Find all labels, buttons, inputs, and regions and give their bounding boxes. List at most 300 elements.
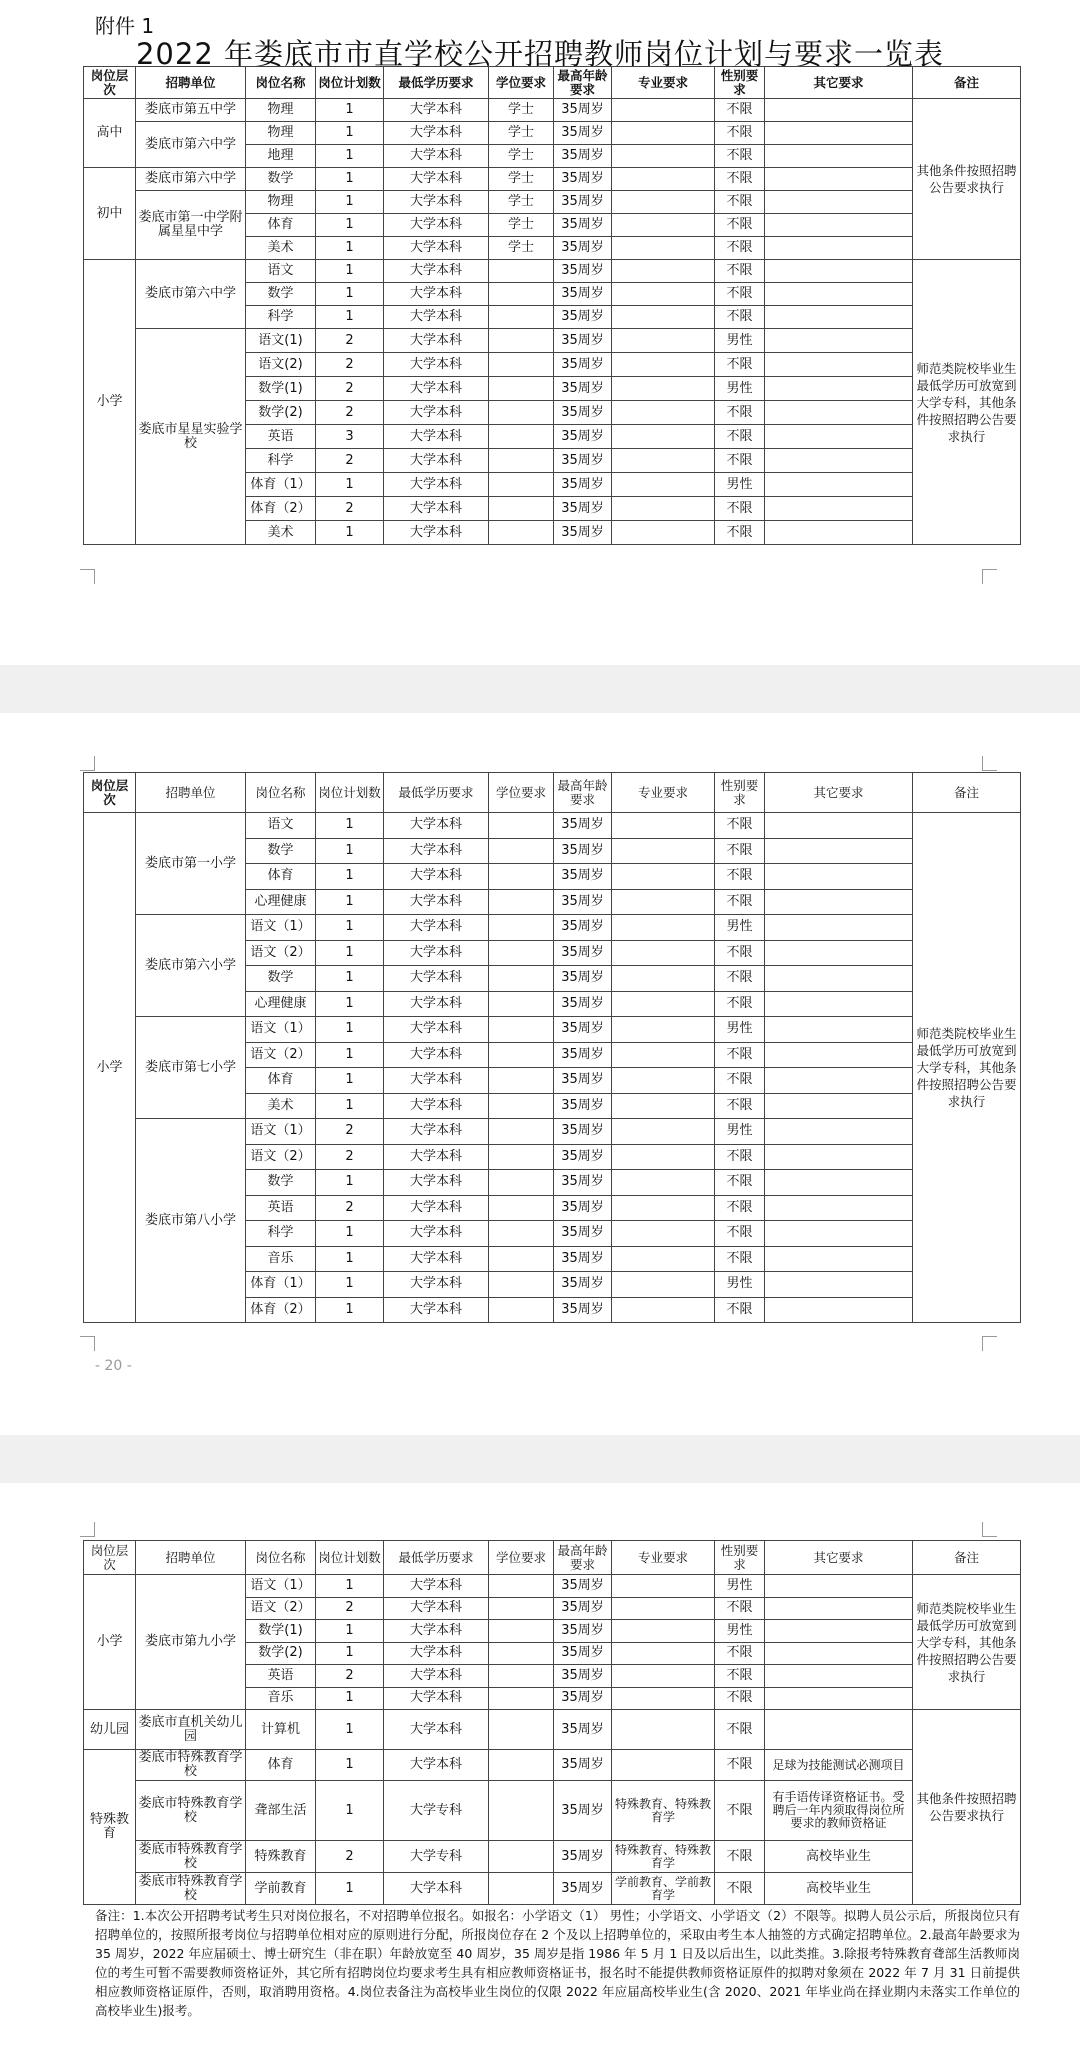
header-post: 岗位名称 <box>246 1541 316 1575</box>
count-cell: 1 <box>316 191 384 214</box>
major-cell <box>612 838 715 864</box>
level-cell: 初中 <box>84 168 136 260</box>
post-cell: 地理 <box>246 145 316 168</box>
degree-cell <box>489 377 554 401</box>
gender-cell: 不限 <box>715 401 765 425</box>
degree-cell <box>489 864 554 890</box>
unit-cell: 娄底市第九小学 <box>136 1575 246 1710</box>
post-cell: 数学 <box>246 1170 316 1196</box>
count-cell: 1 <box>316 1246 384 1272</box>
header-level: 岗位层次 <box>84 773 136 813</box>
degree-cell <box>489 353 554 377</box>
other-cell <box>765 864 913 890</box>
gender-cell: 不限 <box>715 99 765 122</box>
gender-cell: 不限 <box>715 191 765 214</box>
count-cell: 1 <box>316 1710 384 1750</box>
gender-cell: 不限 <box>715 940 765 966</box>
edu-cell: 大学本科 <box>384 1710 489 1750</box>
gender-cell: 不限 <box>715 1710 765 1750</box>
gender-cell: 男性 <box>715 1272 765 1298</box>
age-cell: 35周岁 <box>554 353 612 377</box>
crop-mark <box>80 1336 95 1351</box>
degree-cell <box>489 1272 554 1298</box>
major-cell <box>612 306 715 329</box>
crop-mark <box>982 756 997 771</box>
degree-cell <box>489 283 554 306</box>
major-cell <box>612 122 715 145</box>
other-cell <box>765 449 913 473</box>
post-cell: 语文 <box>246 813 316 839</box>
major-cell <box>612 1068 715 1094</box>
other-cell <box>765 1597 913 1620</box>
gender-cell: 不限 <box>715 1221 765 1247</box>
header-level: 岗位层次 <box>84 1541 136 1575</box>
count-cell: 1 <box>316 940 384 966</box>
gender-cell: 不限 <box>715 1144 765 1170</box>
post-cell: 音乐 <box>246 1246 316 1272</box>
crop-mark <box>80 569 95 584</box>
count-cell: 1 <box>316 122 384 145</box>
gender-cell: 不限 <box>715 1873 765 1905</box>
degree-cell <box>489 473 554 497</box>
degree-cell <box>489 306 554 329</box>
count-cell: 1 <box>316 260 384 283</box>
table-row <box>84 329 1021 353</box>
crop-mark <box>982 569 997 584</box>
unit-cell: 娄底市第一中学附属星星中学 <box>136 191 246 260</box>
major-cell <box>612 1642 715 1665</box>
major-cell <box>612 1597 715 1620</box>
table-row <box>84 168 1021 191</box>
header-level: 岗位层次 <box>84 67 136 99</box>
level-cell: 特殊教育 <box>84 1750 136 1905</box>
age-cell: 35周岁 <box>554 1017 612 1043</box>
count-cell: 1 <box>316 237 384 260</box>
major-cell <box>612 1750 715 1781</box>
table-row <box>84 1710 1021 1750</box>
table-row <box>84 1750 1021 1781</box>
count-cell: 1 <box>316 1575 384 1598</box>
post-cell: 数学 <box>246 966 316 992</box>
other-cell <box>765 1272 913 1298</box>
count-cell: 2 <box>316 1841 384 1873</box>
edu-cell: 大学本科 <box>384 283 489 306</box>
count-cell: 2 <box>316 353 384 377</box>
gender-cell: 不限 <box>715 889 765 915</box>
gender-cell: 不限 <box>715 283 765 306</box>
major-cell <box>612 214 715 237</box>
count-cell: 1 <box>316 1093 384 1119</box>
degree-cell <box>489 1144 554 1170</box>
post-cell: 心理健康 <box>246 991 316 1017</box>
major-cell <box>612 991 715 1017</box>
count-cell: 1 <box>316 521 384 545</box>
major-cell <box>612 260 715 283</box>
degree-cell <box>489 449 554 473</box>
major-cell <box>612 1246 715 1272</box>
gender-cell: 不限 <box>715 864 765 890</box>
gender-cell: 不限 <box>715 237 765 260</box>
edu-cell: 大学本科 <box>384 377 489 401</box>
edu-cell: 大学本科 <box>384 1068 489 1094</box>
other-cell <box>765 214 913 237</box>
major-cell <box>612 813 715 839</box>
edu-cell: 大学本科 <box>384 329 489 353</box>
degree-cell <box>489 1246 554 1272</box>
header-degree: 学位要求 <box>489 1541 554 1575</box>
age-cell: 35周岁 <box>554 1575 612 1598</box>
post-cell: 美术 <box>246 237 316 260</box>
job-table-part-3 <box>83 1540 1021 1905</box>
unit-cell: 娄底市第六中学 <box>136 260 246 329</box>
post-cell: 特殊教育 <box>246 1841 316 1873</box>
count-cell: 1 <box>316 813 384 839</box>
edu-cell: 大学本科 <box>384 401 489 425</box>
edu-cell: 大学本科 <box>384 915 489 941</box>
gender-cell: 不限 <box>715 260 765 283</box>
edu-cell: 大学专科 <box>384 1781 489 1841</box>
gender-cell: 不限 <box>715 425 765 449</box>
age-cell: 35周岁 <box>554 813 612 839</box>
post-cell: 聋部生活 <box>246 1781 316 1841</box>
gender-cell: 不限 <box>715 1042 765 1068</box>
age-cell: 35周岁 <box>554 122 612 145</box>
age-cell: 35周岁 <box>554 838 612 864</box>
post-cell: 数学 <box>246 168 316 191</box>
edu-cell: 大学本科 <box>384 1297 489 1323</box>
age-cell: 35周岁 <box>554 1620 612 1643</box>
post-cell: 语文(1) <box>246 329 316 353</box>
other-cell <box>765 353 913 377</box>
age-cell: 35周岁 <box>554 260 612 283</box>
gender-cell: 不限 <box>715 1642 765 1665</box>
count-cell: 1 <box>316 145 384 168</box>
post-cell: 体育（2） <box>246 497 316 521</box>
post-cell: 体育 <box>246 214 316 237</box>
degree-cell <box>489 915 554 941</box>
edu-cell: 大学本科 <box>384 353 489 377</box>
count-cell: 1 <box>316 1297 384 1323</box>
table-row <box>84 1873 1021 1905</box>
other-cell <box>765 329 913 353</box>
edu-cell: 大学本科 <box>384 237 489 260</box>
other-cell <box>765 1042 913 1068</box>
count-cell: 2 <box>316 449 384 473</box>
table-header-row <box>84 1541 1021 1575</box>
page-gap <box>0 1435 1080 1483</box>
age-cell: 35周岁 <box>554 306 612 329</box>
gender-cell: 男性 <box>715 377 765 401</box>
gender-cell: 不限 <box>715 1093 765 1119</box>
unit-cell: 娄底市特殊教育学校 <box>136 1750 246 1781</box>
gender-cell: 不限 <box>715 497 765 521</box>
gender-cell: 不限 <box>715 1068 765 1094</box>
age-cell: 35周岁 <box>554 966 612 992</box>
degree-cell <box>489 838 554 864</box>
major-cell <box>612 1017 715 1043</box>
degree-cell <box>489 1093 554 1119</box>
edu-cell: 大学本科 <box>384 940 489 966</box>
count-cell: 1 <box>316 1873 384 1905</box>
edu-cell: 大学本科 <box>384 449 489 473</box>
age-cell: 35周岁 <box>554 237 612 260</box>
major-cell <box>612 377 715 401</box>
age-cell: 35周岁 <box>554 1781 612 1841</box>
page-number: - 20 - <box>95 1358 132 1374</box>
major-cell <box>612 99 715 122</box>
post-cell: 语文（2） <box>246 1042 316 1068</box>
header-edu: 最低学历要求 <box>384 67 489 99</box>
table-header-row <box>84 67 1021 99</box>
degree-cell <box>489 497 554 521</box>
age-cell: 35周岁 <box>554 1687 612 1710</box>
crop-mark <box>982 1336 997 1351</box>
other-cell <box>765 1297 913 1323</box>
degree-cell <box>489 1597 554 1620</box>
age-cell: 35周岁 <box>554 1144 612 1170</box>
age-cell: 35周岁 <box>554 915 612 941</box>
gender-cell: 不限 <box>715 1687 765 1710</box>
age-cell: 35周岁 <box>554 1042 612 1068</box>
other-cell <box>765 1093 913 1119</box>
post-cell: 数学(1) <box>246 377 316 401</box>
age-cell: 35周岁 <box>554 401 612 425</box>
major-cell <box>612 1042 715 1068</box>
edu-cell: 大学本科 <box>384 1687 489 1710</box>
post-cell: 科学 <box>246 449 316 473</box>
degree-cell <box>489 1297 554 1323</box>
post-cell: 学前教育 <box>246 1873 316 1905</box>
header-age: 最高年龄要求 <box>554 1541 612 1575</box>
other-cell: 高校毕业生 <box>765 1873 913 1905</box>
header-remark: 备注 <box>913 67 1021 99</box>
other-cell <box>765 889 913 915</box>
major-cell <box>612 329 715 353</box>
degree-cell <box>489 1642 554 1665</box>
unit-cell: 娄底市第六小学 <box>136 915 246 1017</box>
count-cell: 1 <box>316 1272 384 1298</box>
other-cell <box>765 1642 913 1665</box>
count-cell: 1 <box>316 1017 384 1043</box>
post-cell: 物理 <box>246 191 316 214</box>
degree-cell <box>489 966 554 992</box>
post-cell: 体育（1） <box>246 473 316 497</box>
count-cell: 2 <box>316 497 384 521</box>
unit-cell: 娄底市星星实验学校 <box>136 329 246 545</box>
edu-cell: 大学专科 <box>384 1841 489 1873</box>
degree-cell <box>489 1017 554 1043</box>
edu-cell: 大学本科 <box>384 838 489 864</box>
count-cell: 1 <box>316 838 384 864</box>
remark-cell: 师范类院校毕业生最低学历可放宽到大学专科，其他条件按照招聘公告要求执行 <box>913 1575 1021 1710</box>
crop-mark <box>80 756 95 771</box>
count-cell: 2 <box>316 329 384 353</box>
age-cell: 35周岁 <box>554 214 612 237</box>
other-cell <box>765 283 913 306</box>
count-cell: 3 <box>316 425 384 449</box>
gender-cell: 不限 <box>715 991 765 1017</box>
post-cell: 体育（1） <box>246 1272 316 1298</box>
degree-cell <box>489 1620 554 1643</box>
count-cell: 1 <box>316 966 384 992</box>
other-cell <box>765 521 913 545</box>
age-cell: 35周岁 <box>554 1246 612 1272</box>
other-cell <box>765 1246 913 1272</box>
degree-cell <box>489 1575 554 1598</box>
post-cell: 数学(2) <box>246 1642 316 1665</box>
other-cell <box>765 1017 913 1043</box>
other-cell <box>765 1687 913 1710</box>
major-cell <box>612 521 715 545</box>
post-cell: 科学 <box>246 306 316 329</box>
crop-mark <box>982 1522 997 1537</box>
post-cell: 数学 <box>246 283 316 306</box>
other-cell <box>765 1665 913 1688</box>
edu-cell: 大学本科 <box>384 1642 489 1665</box>
count-cell: 1 <box>316 864 384 890</box>
post-cell: 物理 <box>246 122 316 145</box>
age-cell: 35周岁 <box>554 1093 612 1119</box>
degree-cell <box>489 1710 554 1750</box>
edu-cell: 大学本科 <box>384 889 489 915</box>
unit-cell: 娄底市特殊教育学校 <box>136 1841 246 1873</box>
edu-cell: 大学本科 <box>384 1272 489 1298</box>
header-major: 专业要求 <box>612 67 715 99</box>
other-cell <box>765 1068 913 1094</box>
count-cell: 1 <box>316 1687 384 1710</box>
edu-cell: 大学本科 <box>384 813 489 839</box>
other-cell <box>765 260 913 283</box>
degree-cell <box>489 1221 554 1247</box>
edu-cell: 大学本科 <box>384 864 489 890</box>
major-cell <box>612 168 715 191</box>
unit-cell: 娄底市直机关幼儿园 <box>136 1710 246 1750</box>
degree-cell: 学士 <box>489 145 554 168</box>
major-cell <box>612 1195 715 1221</box>
unit-cell: 娄底市第八小学 <box>136 1119 246 1323</box>
header-edu: 最低学历要求 <box>384 1541 489 1575</box>
gender-cell: 不限 <box>715 214 765 237</box>
major-cell <box>612 283 715 306</box>
post-cell: 数学(1) <box>246 1620 316 1643</box>
post-cell: 英语 <box>246 1195 316 1221</box>
level-cell: 小学 <box>84 813 136 1323</box>
major-cell: 特殊教育、特殊教育学 <box>612 1781 715 1841</box>
unit-cell: 娄底市特殊教育学校 <box>136 1781 246 1841</box>
edu-cell: 大学本科 <box>384 306 489 329</box>
post-cell: 语文（2） <box>246 940 316 966</box>
count-cell: 2 <box>316 1195 384 1221</box>
count-cell: 1 <box>316 1642 384 1665</box>
age-cell: 35周岁 <box>554 191 612 214</box>
gender-cell: 不限 <box>715 306 765 329</box>
header-remark: 备注 <box>913 1541 1021 1575</box>
table-row <box>84 1575 1021 1598</box>
edu-cell: 大学本科 <box>384 1246 489 1272</box>
gender-cell: 男性 <box>715 915 765 941</box>
other-cell <box>765 122 913 145</box>
other-cell <box>765 940 913 966</box>
header-post: 岗位名称 <box>246 67 316 99</box>
major-cell <box>612 1687 715 1710</box>
edu-cell: 大学本科 <box>384 214 489 237</box>
gender-cell: 不限 <box>715 1195 765 1221</box>
count-cell: 2 <box>316 401 384 425</box>
post-cell: 美术 <box>246 1093 316 1119</box>
edu-cell: 大学本科 <box>384 991 489 1017</box>
header-other: 其它要求 <box>765 773 913 813</box>
post-cell: 数学(2) <box>246 401 316 425</box>
header-gender: 性别要求 <box>715 773 765 813</box>
unit-cell: 娄底市第一小学 <box>136 813 246 915</box>
other-cell: 足球为技能测试必测项目 <box>765 1750 913 1781</box>
gender-cell: 不限 <box>715 813 765 839</box>
page-title: 2022 年娄底市市直学校公开招聘教师岗位计划与要求一览表 <box>135 37 945 71</box>
count-cell: 1 <box>316 168 384 191</box>
count-cell: 2 <box>316 1119 384 1145</box>
other-cell <box>765 191 913 214</box>
age-cell: 35周岁 <box>554 1195 612 1221</box>
table-row <box>84 99 1021 122</box>
major-cell <box>612 889 715 915</box>
edu-cell: 大学本科 <box>384 1750 489 1781</box>
edu-cell: 大学本科 <box>384 1093 489 1119</box>
gender-cell: 不限 <box>715 1597 765 1620</box>
degree-cell <box>489 1068 554 1094</box>
post-cell: 数学 <box>246 838 316 864</box>
degree-cell <box>489 1750 554 1781</box>
edu-cell: 大学本科 <box>384 1195 489 1221</box>
age-cell: 35周岁 <box>554 1750 612 1781</box>
degree-cell <box>489 521 554 545</box>
level-cell: 小学 <box>84 260 136 545</box>
age-cell: 35周岁 <box>554 329 612 353</box>
degree-cell: 学士 <box>489 191 554 214</box>
major-cell <box>612 1575 715 1598</box>
job-table-part-1 <box>83 66 1021 545</box>
other-cell <box>765 1119 913 1145</box>
age-cell: 35周岁 <box>554 449 612 473</box>
header-count: 岗位计划数 <box>316 1541 384 1575</box>
age-cell: 35周岁 <box>554 497 612 521</box>
age-cell: 35周岁 <box>554 168 612 191</box>
age-cell: 35周岁 <box>554 991 612 1017</box>
count-cell: 1 <box>316 283 384 306</box>
gender-cell: 不限 <box>715 353 765 377</box>
other-cell <box>765 966 913 992</box>
age-cell: 35周岁 <box>554 889 612 915</box>
other-cell <box>765 1575 913 1598</box>
edu-cell: 大学本科 <box>384 966 489 992</box>
unit-cell: 娄底市第六中学 <box>136 168 246 191</box>
edu-cell: 大学本科 <box>384 497 489 521</box>
header-count: 岗位计划数 <box>316 67 384 99</box>
other-cell <box>765 1170 913 1196</box>
major-cell <box>612 1710 715 1750</box>
other-cell <box>765 1620 913 1643</box>
count-cell: 1 <box>316 1068 384 1094</box>
count-cell: 1 <box>316 99 384 122</box>
annex-label: 附件 1 <box>95 14 155 38</box>
gender-cell: 不限 <box>715 521 765 545</box>
degree-cell <box>489 1042 554 1068</box>
gender-cell: 不限 <box>715 1297 765 1323</box>
level-cell: 高中 <box>84 99 136 168</box>
header-age: 最高年龄要求 <box>554 67 612 99</box>
count-cell: 1 <box>316 1781 384 1841</box>
major-cell <box>612 401 715 425</box>
count-cell: 1 <box>316 1620 384 1643</box>
